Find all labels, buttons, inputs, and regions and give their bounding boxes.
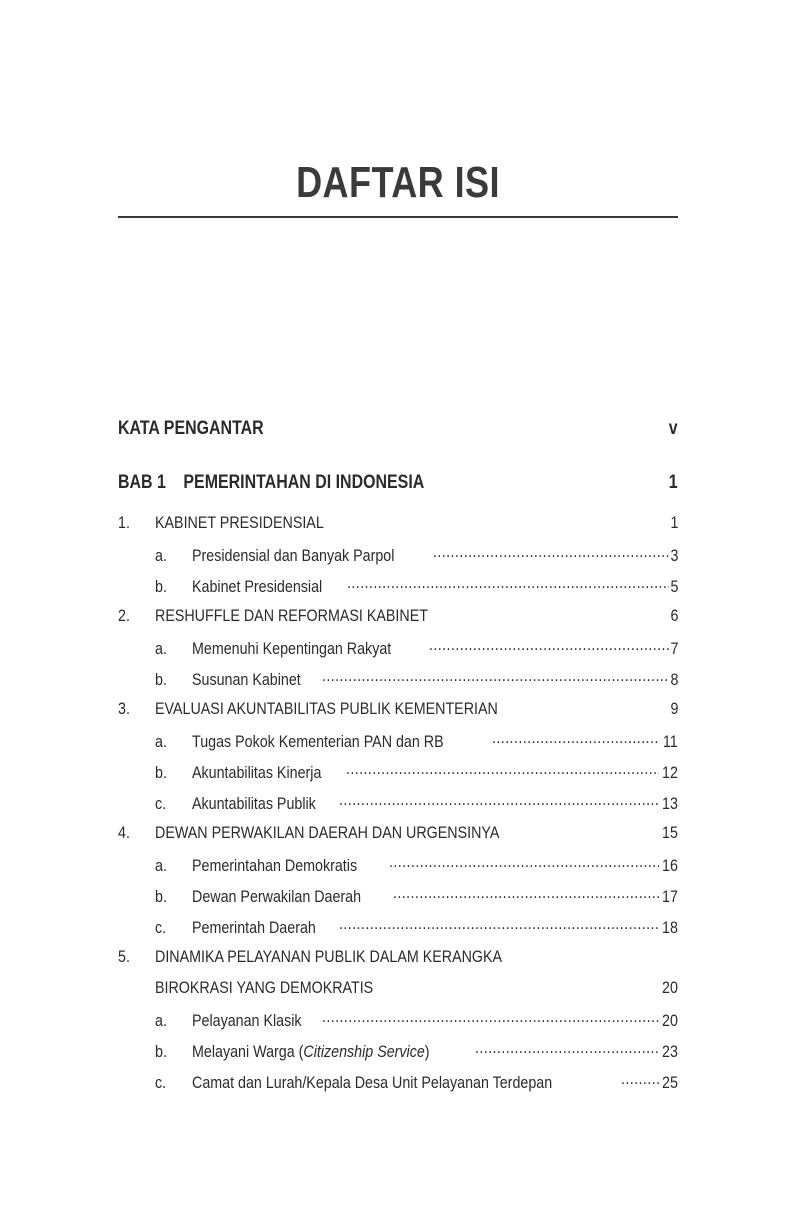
section-marker: 5.: [118, 947, 130, 966]
item-marker: b.: [155, 1042, 167, 1061]
dot-leader: [322, 1009, 659, 1026]
item-marker: c.: [155, 918, 167, 937]
item-text: Kabinet Presidensial: [192, 577, 323, 596]
item-marker: a.: [155, 732, 167, 751]
chapter-page: 1: [669, 472, 678, 493]
item-text-italic: Citizenship Service: [303, 1042, 425, 1061]
item-marker: a.: [155, 639, 167, 658]
chapter-number-label: BAB 1: [118, 472, 166, 493]
toc-section-2[interactable]: [118, 606, 678, 637]
title-block: [118, 158, 678, 218]
item-text: Presidensial dan Banyak Parpol: [192, 546, 395, 565]
dot-leader: [339, 792, 659, 809]
item-text: Akuntabilitas Publik: [192, 794, 316, 813]
item-text-before: Melayani Warga (: [192, 1042, 304, 1061]
dot-leader: [492, 730, 661, 747]
section-marker: 4.: [118, 823, 130, 842]
toc-item-1a[interactable]: [118, 544, 678, 575]
item-marker: a.: [155, 546, 167, 565]
toc-item-5b[interactable]: [118, 1040, 678, 1071]
section-marker: 1.: [118, 513, 130, 532]
chapter-title: PEMERINTAHAN DI INDONESIA: [183, 472, 425, 493]
dot-leader: [433, 544, 669, 561]
toc-section-5-line2[interactable]: [118, 978, 678, 1009]
item-page: 12: [662, 763, 678, 782]
dot-leader: [347, 575, 669, 592]
item-marker: b.: [155, 887, 167, 906]
item-text: Akuntabilitas Kinerja: [192, 763, 322, 782]
item-page: 7: [670, 639, 678, 658]
toc-entry-chapter[interactable]: [118, 472, 678, 513]
item-text: Pelayanan Klasik: [192, 1011, 302, 1030]
toc-section-1[interactable]: [118, 513, 678, 544]
item-page: 20: [662, 1011, 678, 1030]
item-page: 23: [662, 1042, 678, 1061]
table-of-contents: [118, 418, 678, 1102]
section-page: 1: [670, 513, 678, 532]
item-page: 17: [662, 887, 678, 906]
item-marker: b.: [155, 670, 167, 689]
item-text: [192, 1042, 430, 1062]
item-marker: a.: [155, 856, 167, 875]
item-marker: c.: [155, 794, 167, 813]
dot-leader: [429, 637, 668, 654]
toc-item-1b[interactable]: [118, 575, 678, 606]
section-title-line2: BIROKRASI YANG DEMOKRATIS: [155, 978, 374, 997]
item-page: 5: [670, 577, 678, 596]
toc-item-2a[interactable]: [118, 637, 678, 668]
toc-entry-front-matter[interactable]: [118, 418, 678, 456]
dot-leader: [621, 1071, 659, 1088]
toc-item-4c[interactable]: [118, 916, 678, 947]
section-title-line1: DINAMIKA PELAYANAN PUBLIK DALAM KERANGKA: [155, 947, 503, 966]
section-page: 15: [662, 823, 678, 842]
section-title: DEWAN PERWAKILAN DAERAH DAN URGENSINYA: [155, 823, 500, 842]
toc-section-4[interactable]: [118, 823, 678, 854]
dot-leader: [393, 885, 659, 902]
section-marker: 3.: [118, 699, 130, 718]
toc-item-3b[interactable]: [118, 761, 678, 792]
dot-leader: [389, 854, 660, 871]
toc-item-5c[interactable]: [118, 1071, 678, 1102]
item-text: Memenuhi Kepentingan Rakyat: [192, 639, 392, 658]
toc-item-3c[interactable]: [118, 792, 678, 823]
item-text-after: ): [424, 1042, 430, 1061]
item-text: Susunan Kabinet: [192, 670, 301, 689]
toc-item-2b[interactable]: [118, 668, 678, 699]
section-title: EVALUASI AKUNTABILITAS PUBLIK KEMENTERIAN: [155, 699, 498, 718]
item-text: Pemerintah Daerah: [192, 918, 316, 937]
section-title: RESHUFFLE DAN REFORMASI KABINET: [155, 606, 428, 625]
item-page: 3: [670, 546, 678, 565]
toc-section-3[interactable]: [118, 699, 678, 730]
item-page: 25: [662, 1073, 678, 1092]
toc-item-3a[interactable]: [118, 730, 678, 761]
toc-entry-label: KATA PENGANTAR: [118, 418, 264, 439]
item-page: 16: [662, 856, 678, 875]
item-page: 18: [662, 918, 678, 937]
item-marker: b.: [155, 577, 167, 596]
section-page: 6: [670, 606, 678, 625]
title-divider: [118, 216, 678, 218]
dot-leader: [339, 916, 659, 933]
item-marker: a.: [155, 1011, 167, 1030]
section-marker: 2.: [118, 606, 130, 625]
section-gap: [118, 456, 678, 472]
dot-leader: [475, 1040, 659, 1057]
toc-item-4a[interactable]: [118, 854, 678, 885]
item-text: Pemerintahan Demokratis: [192, 856, 358, 875]
toc-item-4b[interactable]: [118, 885, 678, 916]
toc-item-5a[interactable]: [118, 1009, 678, 1040]
toc-entry-page: v: [669, 418, 678, 439]
section-page: 20: [662, 978, 678, 997]
item-page: 8: [670, 670, 678, 689]
item-page: 11: [663, 732, 678, 751]
item-text: Camat dan Lurah/Kepala Desa Unit Pelayanan Terdepan: [192, 1073, 553, 1092]
toc-section-5-line1[interactable]: [118, 947, 678, 978]
dot-leader: [346, 761, 659, 778]
page-title: DAFTAR ISI: [296, 158, 500, 207]
dot-leader: [322, 668, 669, 685]
item-text: Tugas Pokok Kementerian PAN dan RB: [192, 732, 444, 751]
item-text: Dewan Perwakilan Daerah: [192, 887, 362, 906]
item-marker: b.: [155, 763, 167, 782]
item-page: 13: [662, 794, 678, 813]
item-marker: c.: [155, 1073, 167, 1092]
section-title: KABINET PRESIDENSIAL: [155, 513, 324, 532]
section-page: 9: [670, 699, 678, 718]
